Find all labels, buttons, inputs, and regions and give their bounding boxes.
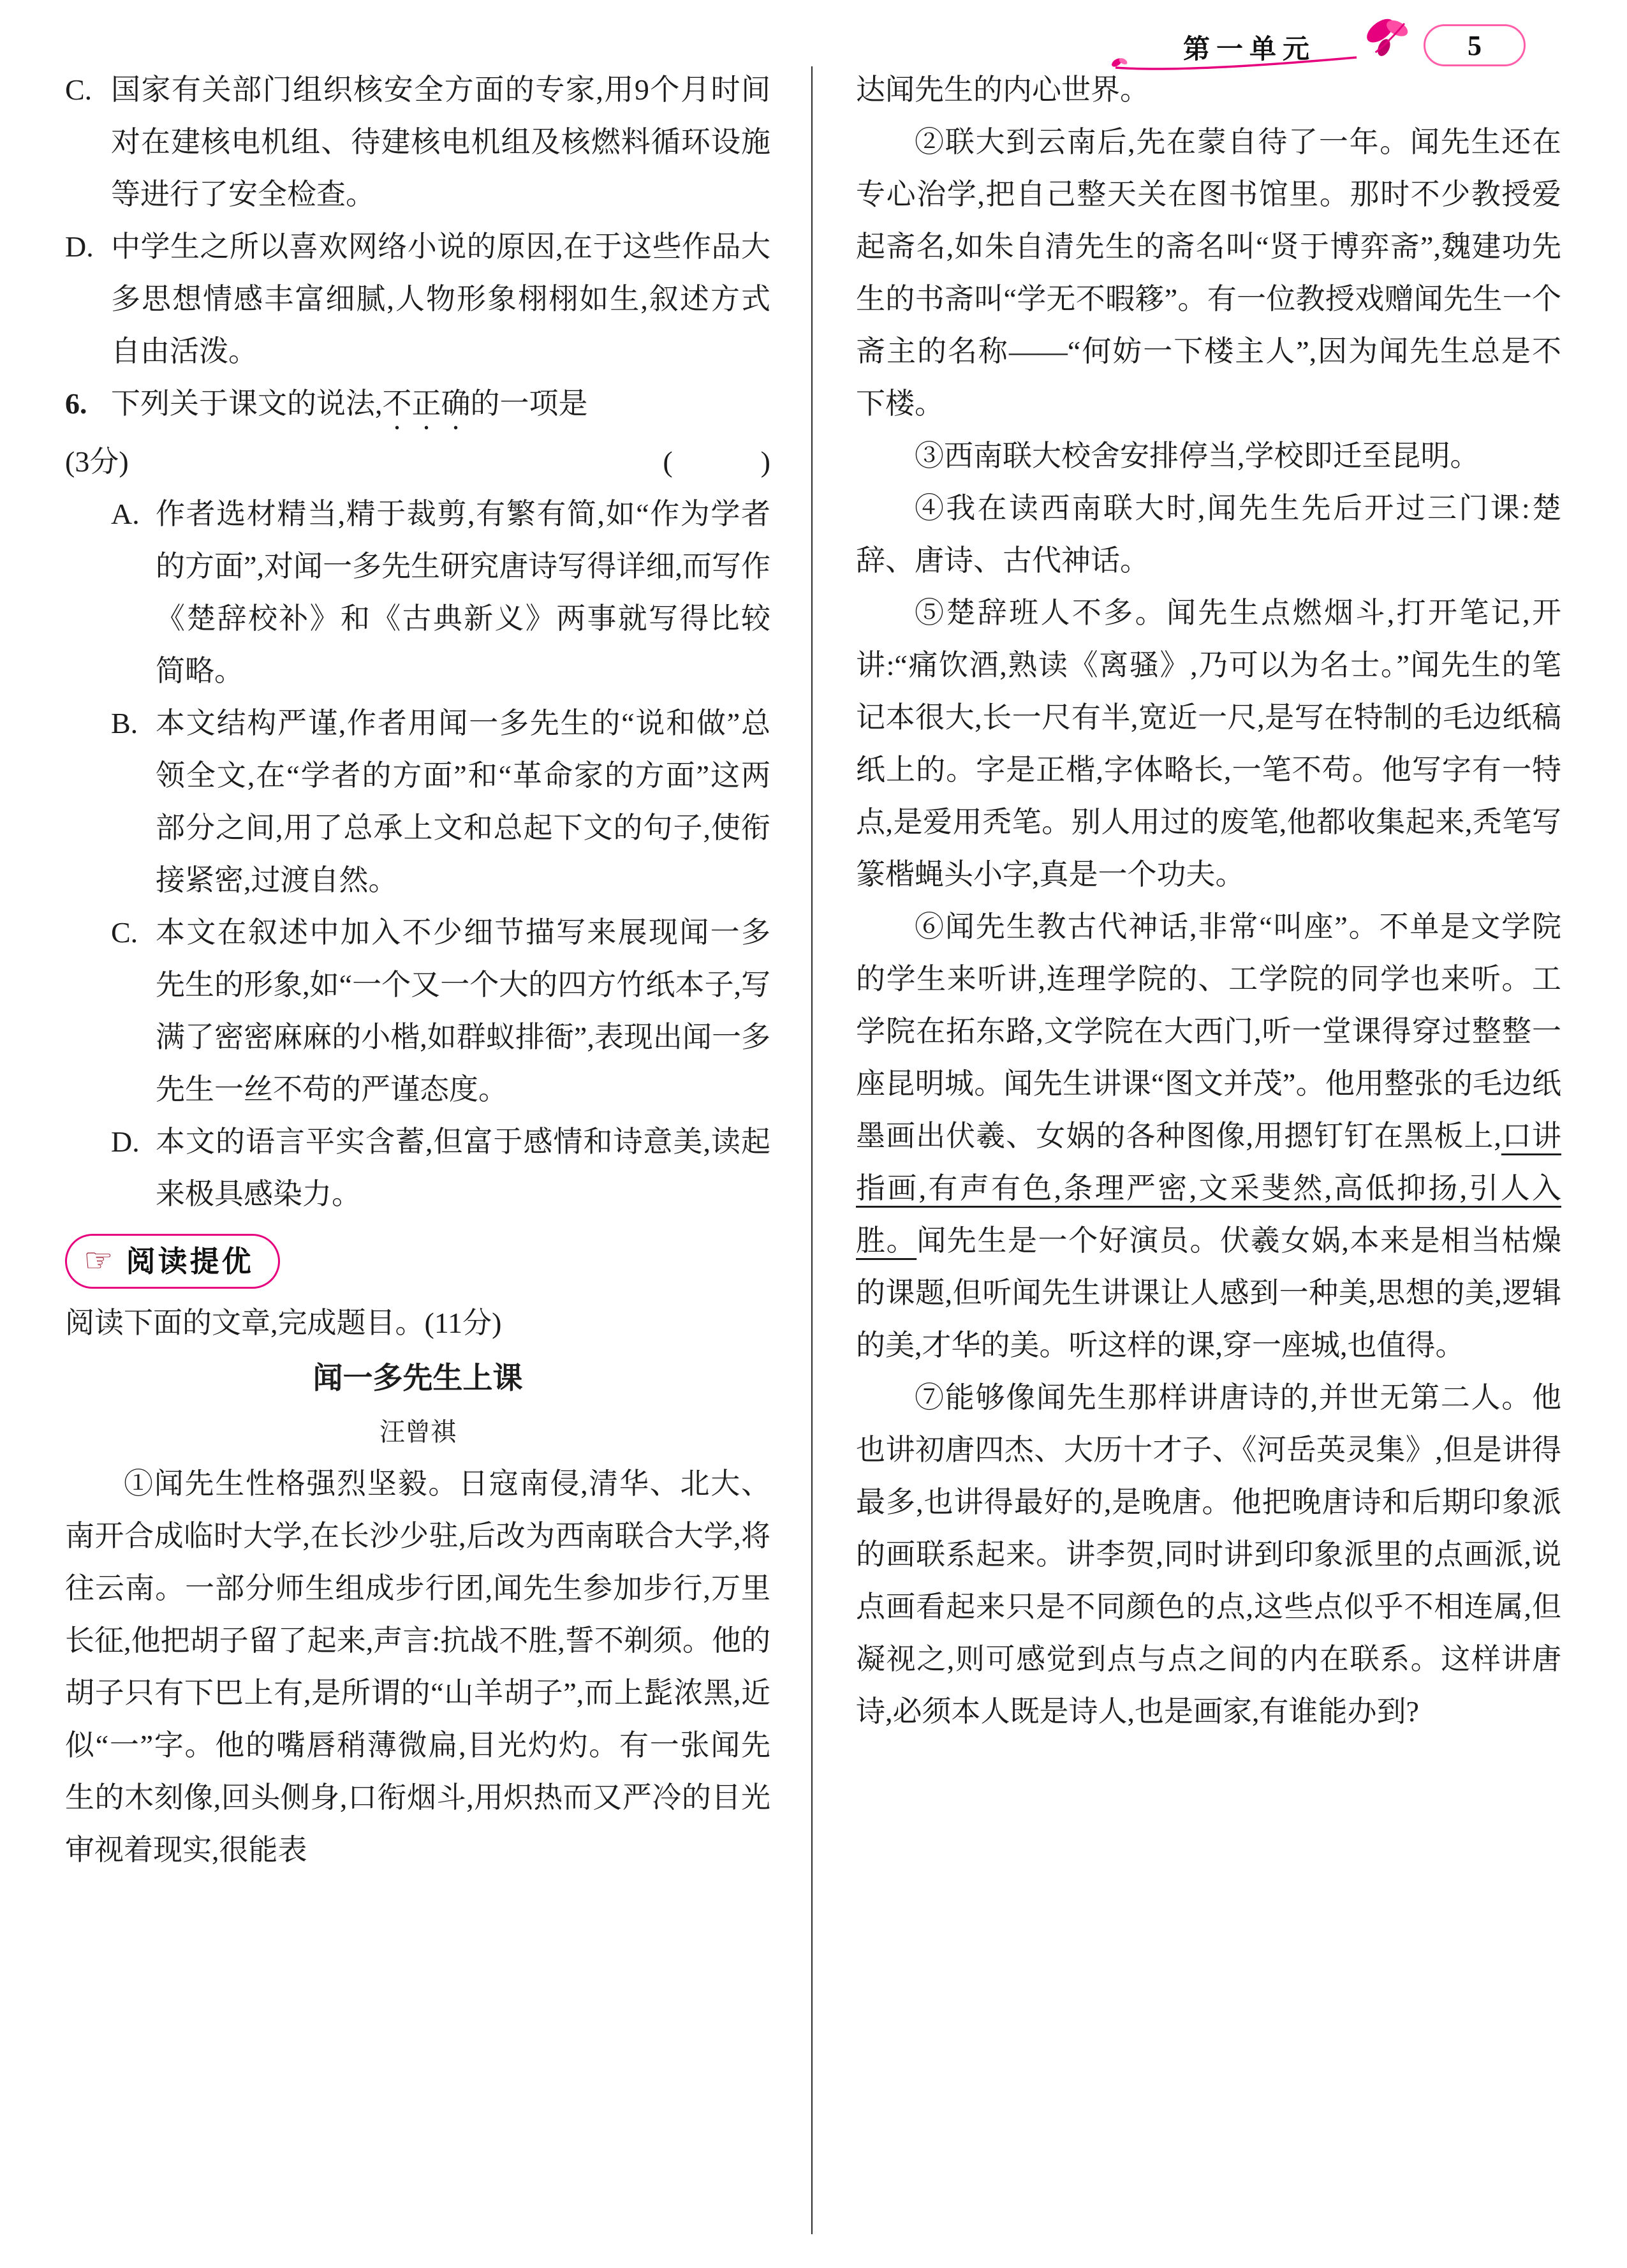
option-text: 本文结构严谨,作者用闻一多先生的“说和做”总领全文,在“学者的方面”和“革命家的方面”这两部分之间,用了总承上文和总起下文的句子,使衔接紧密,过渡自然。	[156, 707, 770, 896]
article-paragraph-1-continuation: 达闻先生的内心世界。	[856, 73, 1149, 106]
choice-item-c	[65, 64, 770, 221]
question-number: 6.	[65, 387, 87, 420]
right-column	[856, 64, 1561, 1876]
option-label: B.	[111, 707, 138, 739]
option-label: C.	[111, 916, 138, 949]
reading-intro: 阅读下面的文章,完成题目。(11分)	[65, 1307, 502, 1339]
option-b	[111, 697, 770, 907]
option-label: A.	[111, 498, 140, 530]
unit-title: 第一单元	[1183, 34, 1316, 64]
section-badge-label: 阅读提优	[126, 1245, 254, 1278]
article-title: 闻一多先生上课	[313, 1361, 523, 1395]
option-text: 本文在叙述中加入不少细节描写来展现闻一多先生的形象,如“一个又一个大的四方竹纸本子,写满了密密麻麻的小楷,如群蚁排衙”,表现出闻一多先生一丝不苟的严谨态度。	[156, 916, 770, 1106]
article-paragraph-7: ⑦能够像闻先生那样讲唐诗的,并世无第二人。他也讲初唐四杰、大历十才子、《河岳英灵集》,但是讲得最多,也讲得最好的,是晚唐。他把晚唐诗和后期印象派的画联系起来。讲李贺,同时讲到印象派里的点画派,说点画看起来只是不同颜色的点,这些点似乎不相连属,但凝视之,则可感觉到点与点之间的内在联系。这样讲唐诗,必须本人既是诗人,也是画家,有谁能办到?	[856, 1381, 1561, 1728]
article-paragraph-2: ②联大到云南后,先在蒙自待了一年。闻先生还在专心治学,把自己整天关在图书馆里。那时不少教授爱起斋名,如朱自清先生的斋名叫“贤于博弈斋”,魏建功先生的书斋叫“学无不暇簃”。有一位教授戏赠闻先生一个斋主的名称——“何妨一下楼主人”,因为闻先生总是不下楼。	[856, 126, 1561, 420]
option-d	[111, 1116, 770, 1220]
question-stem	[65, 378, 770, 436]
question-score: (3分)	[65, 445, 129, 478]
left-column	[65, 64, 770, 1876]
section-badge-row	[65, 1232, 770, 1291]
article-paragraph-6: ⑥闻先生教古代神话,非常“叫座”。不单是文学院的学生来听讲,连理学院的、工学院的同学也来听。工学院在拓东路,文学院在大西门,听一堂课得穿过整整一座昆明城。闻先生讲课“图文并茂”。他用整张的毛边纸墨画出伏羲、女娲的各种图像,用摁钉钉在黑板上,口讲指画,有声有色,条理严密,文采斐然,高低抑扬,引人入胜。闻先生是一个好演员。伏羲女娲,本来是相当枯燥的课题,但听闻先生讲课让人感到一种美,思想的美,逻辑的美,才华的美。听这样的课,穿一座城,也值得。	[856, 910, 1562, 1361]
choice-item-d	[65, 221, 770, 378]
option-text: 作者选材精当,精于裁剪,有繁有简,如“作为学者的方面”,对闻一多先生研究唐诗写得详细,而写作《楚辞校补》和《古典新义》两事就写得比较简略。	[156, 498, 770, 687]
option-label: D.	[111, 1125, 140, 1158]
section-badge	[65, 1234, 280, 1289]
choice-text: 中学生之所以喜欢网络小说的原因,在于这些作品大多思想情感丰富细腻,人物形象栩栩如生,叙述方式自由活泼。	[111, 230, 770, 367]
butterfly-icon	[1357, 10, 1418, 64]
article-paragraph-5: ⑤楚辞班人不多。闻先生点燃烟斗,打开笔记,开讲:“痛饮酒,熟读《离骚》,乃可以为名士。”闻先生的笔记本很大,长一尺有半,宽近一尺,是写在特制的毛边纸稿纸上的。字是正楷,字体略长,一笔不苟。他写字有一特点,是爱用秃笔。别人用过的废笔,他都收集起来,秃笔写篆楷蝇头小字,真是一个功夫。	[856, 597, 1561, 891]
article-paragraph-1: ①闻先生性格强烈坚毅。日寇南侵,清华、北大、南开合成临时大学,在长沙少驻,后改为西南联合大学,将往云南。一部分师生组成步行团,闻先生参加步行,万里长征,他把胡子留了起来,声言:抗战不胜,誓不剃须。他的胡子只有下巴上有,是所谓的“山羊胡子”,而上髭浓黑,近似“一”字。他的嘴唇稍薄微扁,目光灼灼。有一张闻先生的木刻像,回头侧身,口衔烟斗,用炽热而又严冷的目光审视着现实,很能表	[65, 1467, 770, 1866]
article-paragraph-4: ④我在读西南联大时,闻先生先后开过三门课:楚辞、唐诗、古代神话。	[856, 492, 1561, 577]
choice-text: 国家有关部门组织核安全方面的专家,用9个月时间对在建核电机组、待建核电机组及核燃料循环设施等进行了安全检查。	[111, 73, 770, 211]
article-paragraph-3: ③西南联大校舍安排停当,学校即迁至昆明。	[915, 440, 1480, 472]
article-author: 汪曾祺	[379, 1418, 456, 1446]
question-6	[65, 378, 770, 1220]
question-score-line	[65, 436, 770, 488]
underlined-phrase: 口讲指画,有声有色,条理严密,文采斐然,高低抑扬,引人入胜。	[856, 1120, 1562, 1257]
option-a	[111, 488, 770, 697]
content-columns	[65, 64, 1562, 1876]
question-options	[65, 488, 770, 1220]
option-c	[111, 907, 770, 1116]
page-number: 5	[1468, 29, 1482, 61]
choice-label: D.	[65, 230, 94, 263]
pointing-hand-icon: ☞	[84, 1243, 114, 1279]
question-stem-text: 下列关于课文的说法,不正确的一项是	[111, 387, 588, 420]
page-number-box	[1424, 24, 1526, 66]
choice-label: C.	[65, 73, 92, 106]
option-text: 本文的语言平实含蓄,但富于感情和诗意美,读起来极具感染力。	[156, 1125, 770, 1210]
emphasized-text: 不正确	[382, 387, 471, 420]
answer-bracket: ( )	[663, 445, 770, 478]
